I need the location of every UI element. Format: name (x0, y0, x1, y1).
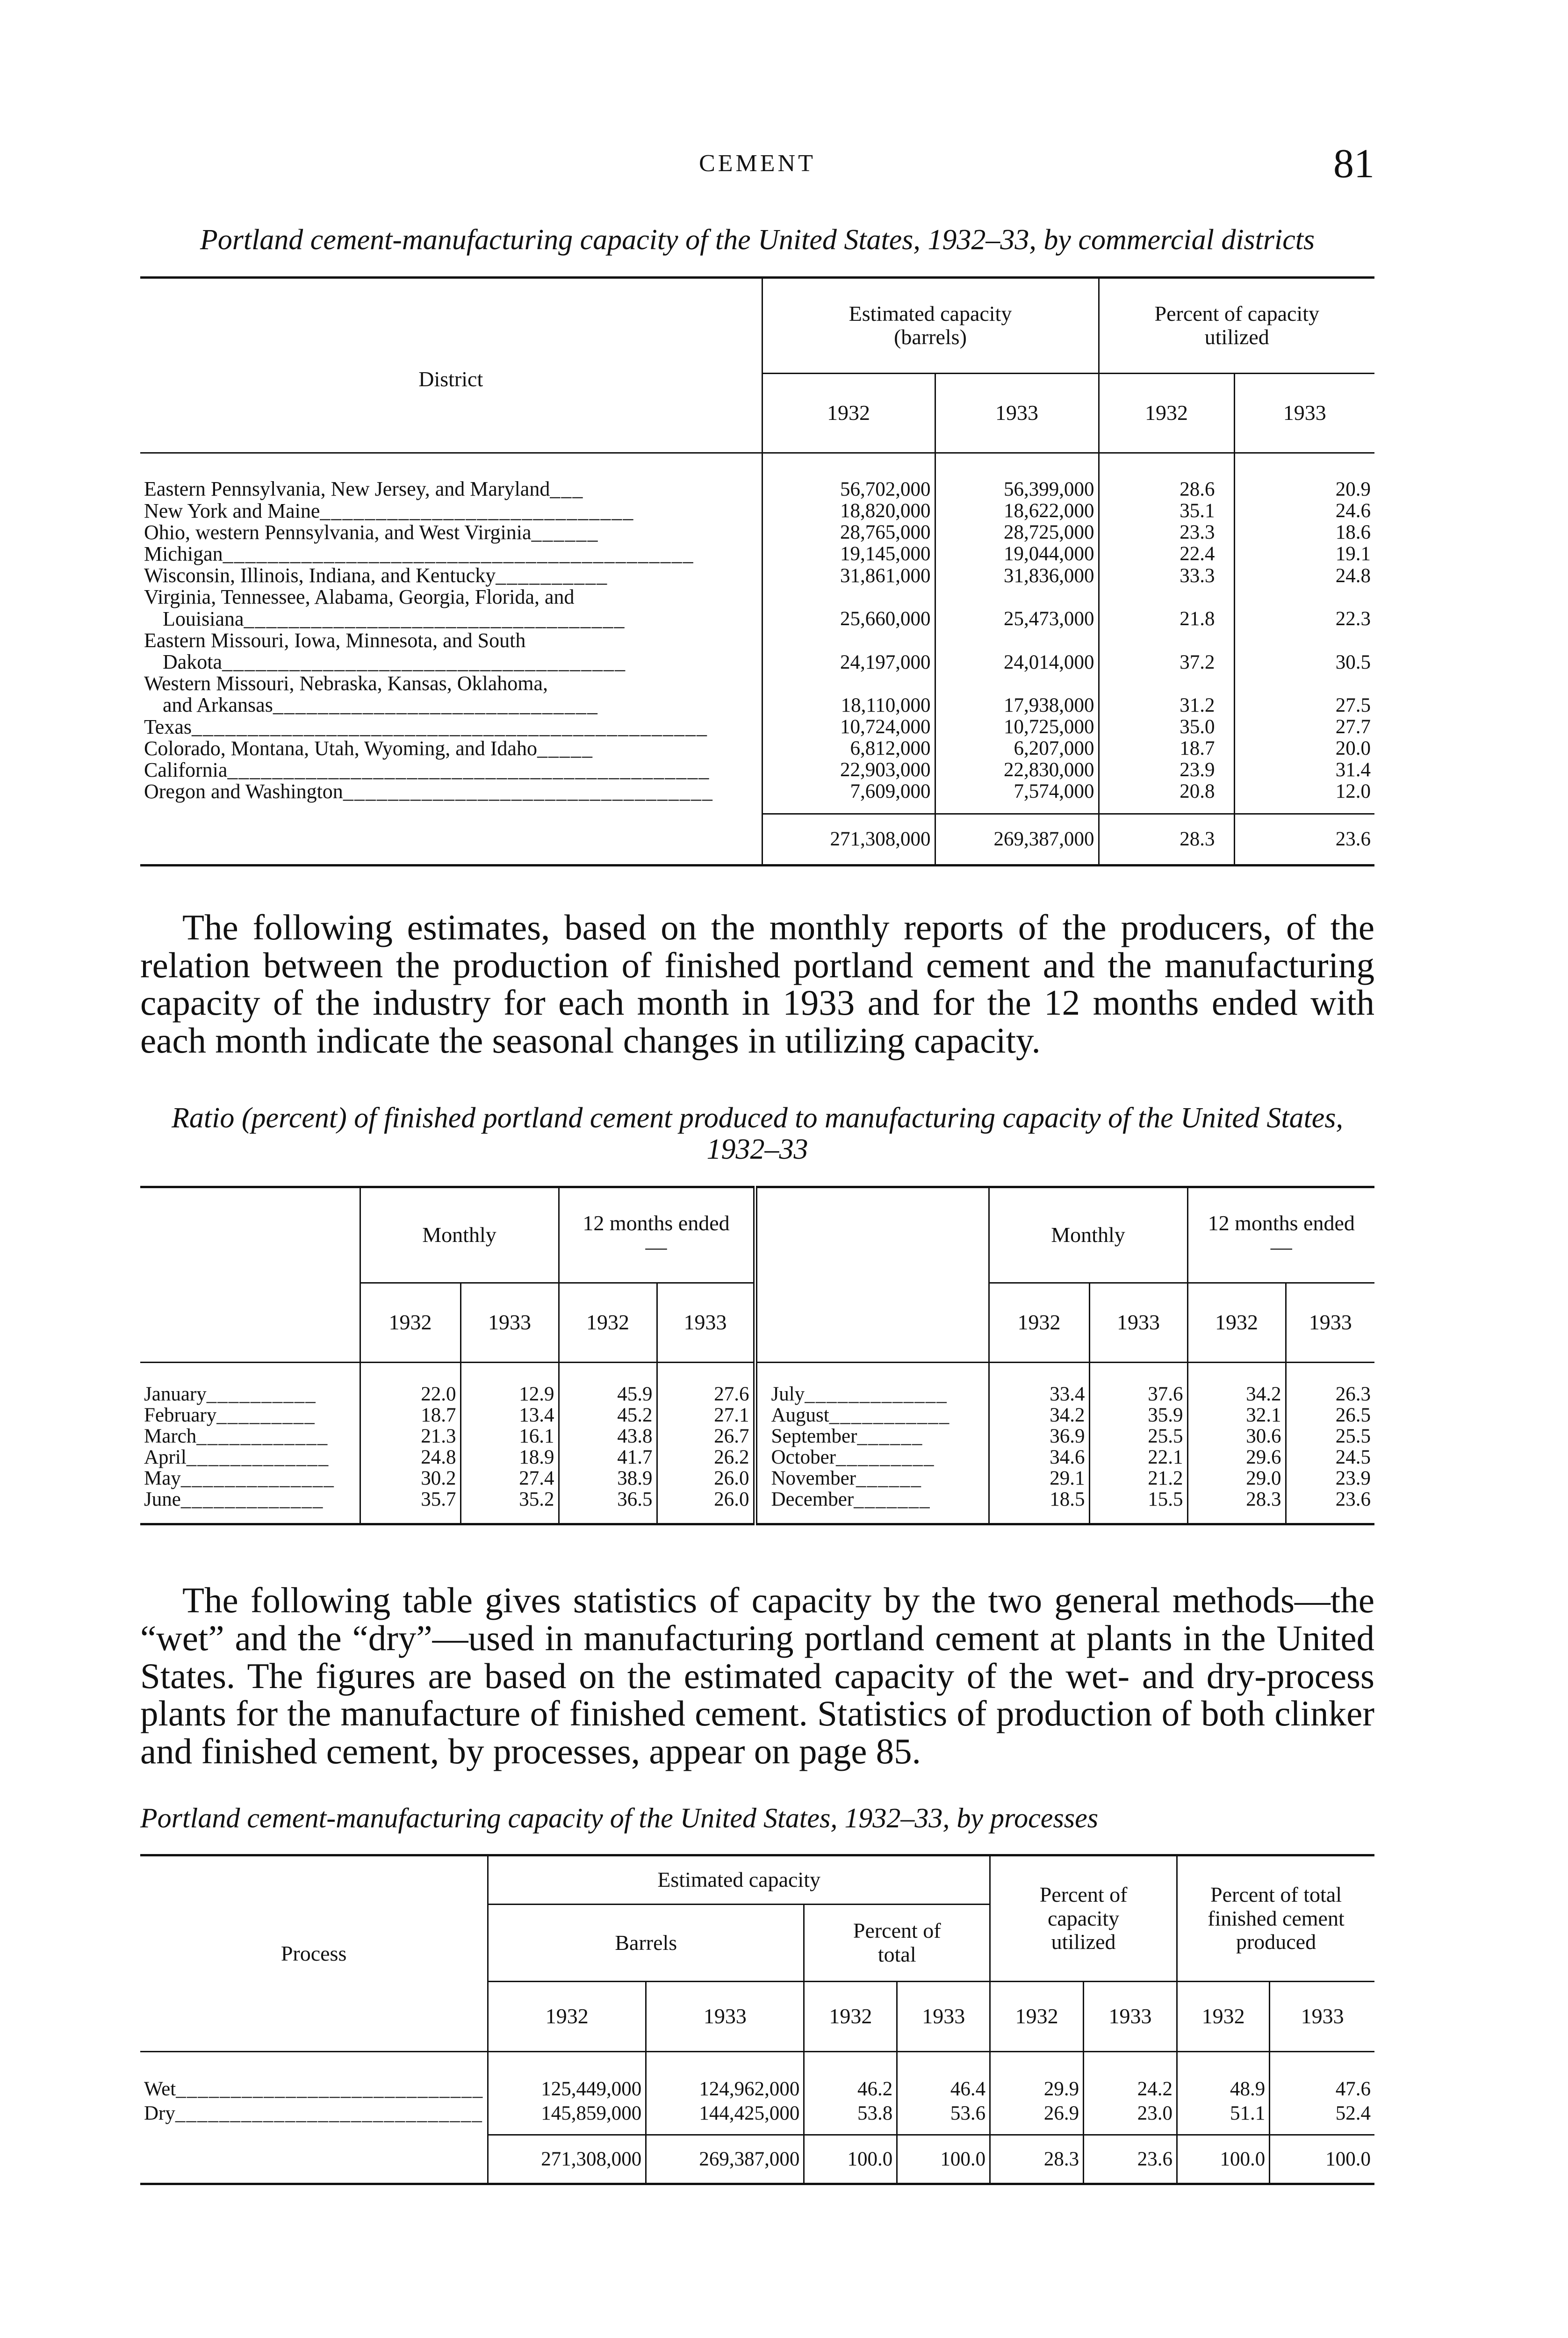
table1-header-percent: Percent of capacity utilized (1099, 277, 1374, 373)
month-label: December (771, 1488, 854, 1511)
ended-1932: 32.1 (1187, 1405, 1286, 1426)
table3-year-header: 1932 (990, 1981, 1084, 2051)
table1-total-row (140, 814, 1374, 865)
page-number: 81 (1333, 141, 1374, 187)
percent-1932: 23.9 (1099, 759, 1234, 781)
table1-year-header: 1932 (762, 373, 935, 453)
district-label: New York and Maine (144, 499, 320, 522)
table3-year-header: 1933 (897, 1981, 990, 2051)
table3-header-barrels: Barrels (488, 1904, 804, 1981)
monthly-1933: 22.1 (1089, 1447, 1187, 1468)
monthly-1933: 13.4 (460, 1405, 559, 1426)
table2-monthly-ratio (140, 1186, 1374, 1525)
capacity-1932: 7,609,000 (762, 781, 935, 802)
table1-caption: Portland cement-manufacturing capacity of the United States, 1932–33, by commercial districts (200, 224, 1315, 256)
ended-1932: 36.5 (559, 1489, 657, 1510)
process-label: Wet (144, 2078, 176, 2100)
table3-total-row (140, 2135, 1374, 2184)
pct-utilized-1932: 29.9 (990, 2077, 1084, 2101)
month-label: August (771, 1404, 829, 1426)
pct-total-1933: 53.6 (897, 2101, 990, 2126)
month-label: January (144, 1383, 207, 1405)
ended-1933: 24.5 (1286, 1447, 1374, 1468)
capacity-1933: 25,473,000 (935, 586, 1099, 629)
table2-year-header: 1933 (460, 1283, 559, 1363)
ended-1933: 27.1 (657, 1405, 755, 1426)
monthly-1932: 35.7 (360, 1489, 460, 1510)
table2-year-header: 1932 (1187, 1283, 1286, 1363)
percent-1933: 27.7 (1234, 716, 1374, 738)
ended-1932: 34.2 (1187, 1384, 1286, 1405)
table2-year-header: 1933 (1089, 1283, 1187, 1363)
table1-year-header: 1933 (935, 373, 1099, 453)
table3-header-pct-total: Percent of total (804, 1904, 990, 1981)
capacity-1932: 25,660,000 (762, 586, 935, 629)
table-row: Colorado, Montana, Utah, Wyoming, and Idaho_____ 6,812,000 6,207,000 18.7 20.0 (140, 738, 1374, 759)
monthly-1932: 18.7 (360, 1405, 460, 1426)
ended-1933: 23.9 (1286, 1468, 1374, 1489)
barrels-1933: 144,425,000 (646, 2101, 804, 2126)
barrels-1932: 125,449,000 (488, 2077, 646, 2101)
ended-1932: 45.9 (559, 1384, 657, 1405)
table-row: March____________ 21.3 16.1 43.8 26.7 September______ 36.9 25.5 30.6 25.5 (140, 1426, 1374, 1447)
monthly-1933: 35.9 (1089, 1405, 1187, 1426)
month-label: October (771, 1446, 836, 1468)
monthly-1933: 18.9 (460, 1447, 559, 1468)
table3-header-utilized: Percent of capacity utilized (990, 1855, 1177, 1981)
monthly-1933: 27.4 (460, 1468, 559, 1489)
capacity-1933: 6,207,000 (935, 738, 1099, 759)
percent-1932: 21.8 (1099, 586, 1234, 629)
monthly-1932: 34.2 (989, 1405, 1089, 1426)
percent-1932: 35.0 (1099, 716, 1234, 738)
monthly-1933: 35.2 (460, 1489, 559, 1510)
pct-utilized-1932: 26.9 (990, 2101, 1084, 2126)
percent-1933: 27.5 (1234, 673, 1374, 716)
ended-1933: 26.3 (1286, 1384, 1374, 1405)
ended-1932: 30.6 (1187, 1426, 1286, 1447)
running-title: CEMENT (699, 150, 816, 177)
page (140, 140, 1374, 2185)
ended-1933: 25.5 (1286, 1426, 1374, 1447)
capacity-1932: 18,110,000 (762, 673, 935, 716)
total-pct-utilized-1932: 28.3 (990, 2135, 1084, 2184)
table3-header-process: Process (281, 1941, 347, 1965)
district-label: Michigan (144, 542, 223, 566)
total-capacity-1933: 269,387,000 (935, 814, 1099, 865)
percent-1932: 33.3 (1099, 565, 1234, 586)
district-label: Oregon and Washington (144, 780, 343, 803)
ended-1933: 26.2 (657, 1447, 755, 1468)
total-pct-total-1932: 100.0 (804, 2135, 897, 2184)
percent-1932: 22.4 (1099, 543, 1234, 565)
table3-year-header: 1933 (646, 1981, 804, 2051)
capacity-1933: 10,725,000 (935, 716, 1099, 738)
ended-1932: 29.0 (1187, 1468, 1286, 1489)
paragraph-estimates: The following estimates, based on the monthly reports of the producers, of the relation between the production of finished portland cement and the manufacturing capacity of the industry for each month in 1933 and for the 12 months ended with each month indicate the seasonal changes in utilizing capacity. (140, 907, 1374, 1061)
percent-1932: 28.6 (1099, 478, 1234, 500)
table-row: April_____________ 24.8 18.9 41.7 26.2 October_________ 34.6 22.1 29.6 24.5 (140, 1447, 1374, 1468)
table1-districts (140, 276, 1374, 866)
percent-1933: 20.0 (1234, 738, 1374, 759)
table3-year-header: 1932 (804, 1981, 897, 2051)
district-label-line1: Virginia, Tennessee, Alabama, Georgia, Florida, and (144, 585, 575, 609)
month-label: April (144, 1446, 187, 1468)
table-row: New York and Maine____________________________ 18,820,000 18,622,000 35.1 24.6 (140, 500, 1374, 522)
table1-year-header: 1933 (1234, 373, 1374, 453)
district-label: Texas (144, 715, 192, 738)
total-pct-total-1933: 100.0 (897, 2135, 990, 2184)
district-label: and Arkansas (163, 693, 273, 717)
percent-1933: 24.6 (1234, 500, 1374, 522)
capacity-1932: 31,861,000 (762, 565, 935, 586)
ended-1933: 26.0 (657, 1489, 755, 1510)
percent-1933: 18.6 (1234, 522, 1374, 543)
capacity-1933: 7,574,000 (935, 781, 1099, 802)
table-row: Wet____________________________ 125,449,000 124,962,000 46.2 46.4 29.9 24.2 48.9 47.6 (140, 2077, 1374, 2101)
ended-1932: 45.2 (559, 1405, 657, 1426)
percent-1932: 35.1 (1099, 500, 1234, 522)
capacity-1933: 18,622,000 (935, 500, 1099, 522)
total-percent-1933: 23.6 (1234, 814, 1374, 865)
total-barrels-1932: 271,308,000 (488, 2135, 646, 2184)
table3-year-header: 1933 (1084, 1981, 1177, 2051)
pct-total-1932: 46.2 (804, 2077, 897, 2101)
district-label-line1: Eastern Missouri, Iowa, Minnesota, and South (144, 628, 526, 652)
table2-year-header: 1932 (989, 1283, 1089, 1363)
monthly-1932: 18.5 (989, 1489, 1089, 1510)
monthly-1932: 24.8 (360, 1447, 460, 1468)
table-row: February_________ 18.7 13.4 45.2 27.1 August___________ 34.2 35.9 32.1 26.5 (140, 1405, 1374, 1426)
total-capacity-1932: 271,308,000 (762, 814, 935, 865)
ended-1932: 28.3 (1187, 1489, 1286, 1510)
table-row: Ohio, western Pennsylvania, and West Virginia______ 28,765,000 28,725,000 23.3 18.6 (140, 522, 1374, 543)
district-label: Eastern Pennsylvania, New Jersey, and Maryland (144, 477, 550, 501)
table1-header-capacity: Estimated capacity (barrels) (762, 277, 1099, 373)
ended-1932: 41.7 (559, 1447, 657, 1468)
pct-total-1933: 46.4 (897, 2077, 990, 2101)
month-label: June (144, 1488, 181, 1511)
percent-1932: 37.2 (1099, 630, 1234, 673)
table-row: Western Missouri, Nebraska, Kansas, Oklahoma, and Arkansas_____________________________ 18,110,000 17,938,000 31.2 27.5 (140, 673, 1374, 716)
pct-total-1932: 53.8 (804, 2101, 897, 2126)
table-row: Wisconsin, Illinois, Indiana, and Kentucky__________ 31,861,000 31,836,000 33.3 24.8 (140, 565, 1374, 586)
table-row: California___________________________________________ 22,903,000 22,830,000 23.9 31.4 (140, 759, 1374, 781)
table2-header-monthly: Monthly (360, 1187, 559, 1283)
table2-header-12months: 12 months ended— (1187, 1187, 1374, 1283)
percent-1933: 12.0 (1234, 781, 1374, 802)
month-label: May (144, 1467, 181, 1490)
percent-1933: 20.9 (1234, 478, 1374, 500)
total-pct-finished-1932: 100.0 (1177, 2135, 1270, 2184)
monthly-1933: 25.5 (1089, 1426, 1187, 1447)
ended-1933: 26.7 (657, 1426, 755, 1447)
table3-year-header: 1933 (1270, 1981, 1374, 2051)
percent-1932: 20.8 (1099, 781, 1234, 802)
monthly-1932: 30.2 (360, 1468, 460, 1489)
month-label: November (771, 1467, 856, 1490)
capacity-1933: 56,399,000 (935, 478, 1099, 500)
capacity-1933: 22,830,000 (935, 759, 1099, 781)
table3-header-estimated: Estimated capacity (488, 1855, 990, 1904)
barrels-1933: 124,962,000 (646, 2077, 804, 2101)
table3-processes (140, 1854, 1374, 2185)
percent-1933: 24.8 (1234, 565, 1374, 586)
capacity-1932: 56,702,000 (762, 478, 935, 500)
district-label: Wisconsin, Illinois, Indiana, and Kentucky (144, 564, 496, 587)
table2-header-monthly: Monthly (989, 1187, 1187, 1283)
capacity-1933: 31,836,000 (935, 565, 1099, 586)
total-barrels-1933: 269,387,000 (646, 2135, 804, 2184)
table-row: Dry____________________________ 145,859,000 144,425,000 53.8 53.6 26.9 23.0 51.1 52.4 (140, 2101, 1374, 2126)
pct-finished-1932: 51.1 (1177, 2101, 1270, 2126)
table3-year-header: 1932 (488, 1981, 646, 2051)
capacity-1932: 10,724,000 (762, 716, 935, 738)
table2-year-header: 1932 (559, 1283, 657, 1363)
district-label: Ohio, western Pennsylvania, and West Virginia (144, 520, 532, 544)
table-row: Texas______________________________________________ 10,724,000 10,725,000 35.0 27.7 (140, 716, 1374, 738)
percent-1932: 31.2 (1099, 673, 1234, 716)
monthly-1933: 15.5 (1089, 1489, 1187, 1510)
percent-1933: 31.4 (1234, 759, 1374, 781)
table-row: Eastern Pennsylvania, New Jersey, and Maryland___ 56,702,000 56,399,000 28.6 20.9 (140, 478, 1374, 500)
ended-1933: 27.6 (657, 1384, 755, 1405)
table-row: Michigan__________________________________________ 19,145,000 19,044,000 22.4 19.1 (140, 543, 1374, 565)
table1-header-district: District (418, 367, 483, 391)
capacity-1932: 6,812,000 (762, 738, 935, 759)
capacity-1932: 24,197,000 (762, 630, 935, 673)
district-label-line1: Western Missouri, Nebraska, Kansas, Oklahoma, (144, 672, 548, 695)
percent-1932: 23.3 (1099, 522, 1234, 543)
total-pct-utilized-1933: 23.6 (1084, 2135, 1177, 2184)
month-label: July (771, 1383, 805, 1405)
pct-utilized-1933: 24.2 (1084, 2077, 1177, 2101)
table-row: Eastern Missouri, Iowa, Minnesota, and South Dakota____________________________________ 24,197,000 24,014,000 37.2 30.5 (140, 630, 1374, 673)
month-label: March (144, 1425, 197, 1447)
ended-1932: 29.6 (1187, 1447, 1286, 1468)
total-pct-finished-1933: 100.0 (1270, 2135, 1374, 2184)
table2-year-header: 1933 (1286, 1283, 1374, 1363)
table-row: May______________ 30.2 27.4 38.9 26.0 November______ 29.1 21.2 29.0 23.9 (140, 1468, 1374, 1489)
table3-year-header: 1932 (1177, 1981, 1270, 2051)
total-percent-1932: 28.3 (1099, 814, 1234, 865)
monthly-1932: 34.6 (989, 1447, 1089, 1468)
ended-1933: 23.6 (1286, 1489, 1374, 1510)
barrels-1932: 145,859,000 (488, 2101, 646, 2126)
monthly-1933: 16.1 (460, 1426, 559, 1447)
percent-1933: 30.5 (1234, 630, 1374, 673)
capacity-1933: 28,725,000 (935, 522, 1099, 543)
table1-year-header: 1932 (1099, 373, 1234, 453)
page-header (140, 140, 1374, 192)
table2-caption: Ratio (percent) of finished portland cement produced to manufacturing capacity of the United States, 1932–33 (172, 1102, 1343, 1166)
monthly-1933: 12.9 (460, 1384, 559, 1405)
table-row: January__________ 22.0 12.9 45.9 27.6 July_____________ 33.4 37.6 34.2 26.3 (140, 1384, 1374, 1405)
district-label: Louisiana (163, 607, 244, 630)
table-row: Oregon and Washington_________________________________ 7,609,000 7,574,000 20.8 12.0 (140, 781, 1374, 802)
capacity-1932: 19,145,000 (762, 543, 935, 565)
capacity-1933: 19,044,000 (935, 543, 1099, 565)
ended-1933: 26.5 (1286, 1405, 1374, 1426)
pct-utilized-1933: 23.0 (1084, 2101, 1177, 2126)
month-label: September (771, 1425, 857, 1447)
table3-header-finished: Percent of total finished cement produced (1177, 1855, 1374, 1981)
ended-1933: 26.0 (657, 1468, 755, 1489)
monthly-1932: 22.0 (360, 1384, 460, 1405)
pct-finished-1933: 47.6 (1270, 2077, 1374, 2101)
table2-year-header: 1932 (360, 1283, 460, 1363)
table2-header-12months: 12 months ended— (559, 1187, 755, 1283)
monthly-1932: 33.4 (989, 1384, 1089, 1405)
ended-1932: 43.8 (559, 1426, 657, 1447)
monthly-1932: 21.3 (360, 1426, 460, 1447)
table2-year-header: 1933 (657, 1283, 755, 1363)
ended-1932: 38.9 (559, 1468, 657, 1489)
capacity-1932: 28,765,000 (762, 522, 935, 543)
district-label: Colorado, Montana, Utah, Wyoming, and Idaho (144, 736, 537, 760)
table3-caption: Portland cement-manufacturing capacity of the United States, 1932–33, by processes (140, 1803, 1099, 1834)
district-label: California (144, 758, 228, 781)
percent-1932: 18.7 (1099, 738, 1234, 759)
district-label: Dakota (163, 650, 223, 673)
monthly-1932: 36.9 (989, 1426, 1089, 1447)
monthly-1932: 29.1 (989, 1468, 1089, 1489)
pct-finished-1932: 48.9 (1177, 2077, 1270, 2101)
monthly-1933: 37.6 (1089, 1384, 1187, 1405)
process-label: Dry (144, 2102, 175, 2124)
percent-1933: 22.3 (1234, 586, 1374, 629)
month-label: February (144, 1404, 217, 1426)
monthly-1933: 21.2 (1089, 1468, 1187, 1489)
paragraph-processes: The following table gives statistics of capacity by the two general methods—the “wet” and the “dry”—used in manufacturing portland cement at plants in the United States. The figures are based on the estimated capacity of the wet- and dry-process plants for the manufacture of finished cement. Statistics of production of both clinker and finished cement, by processes, appear on page 85. (140, 1580, 1374, 1772)
table-row: Virginia, Tennessee, Alabama, Georgia, Florida, and Louisiana__________________________________ 25,660,000 25,473,000 21.8 22.3 (140, 586, 1374, 629)
percent-1933: 19.1 (1234, 543, 1374, 565)
capacity-1933: 24,014,000 (935, 630, 1099, 673)
capacity-1932: 22,903,000 (762, 759, 935, 781)
table-row: June_____________ 35.7 35.2 36.5 26.0 December_______ 18.5 15.5 28.3 23.6 (140, 1489, 1374, 1510)
capacity-1933: 17,938,000 (935, 673, 1099, 716)
pct-finished-1933: 52.4 (1270, 2101, 1374, 2126)
capacity-1932: 18,820,000 (762, 500, 935, 522)
